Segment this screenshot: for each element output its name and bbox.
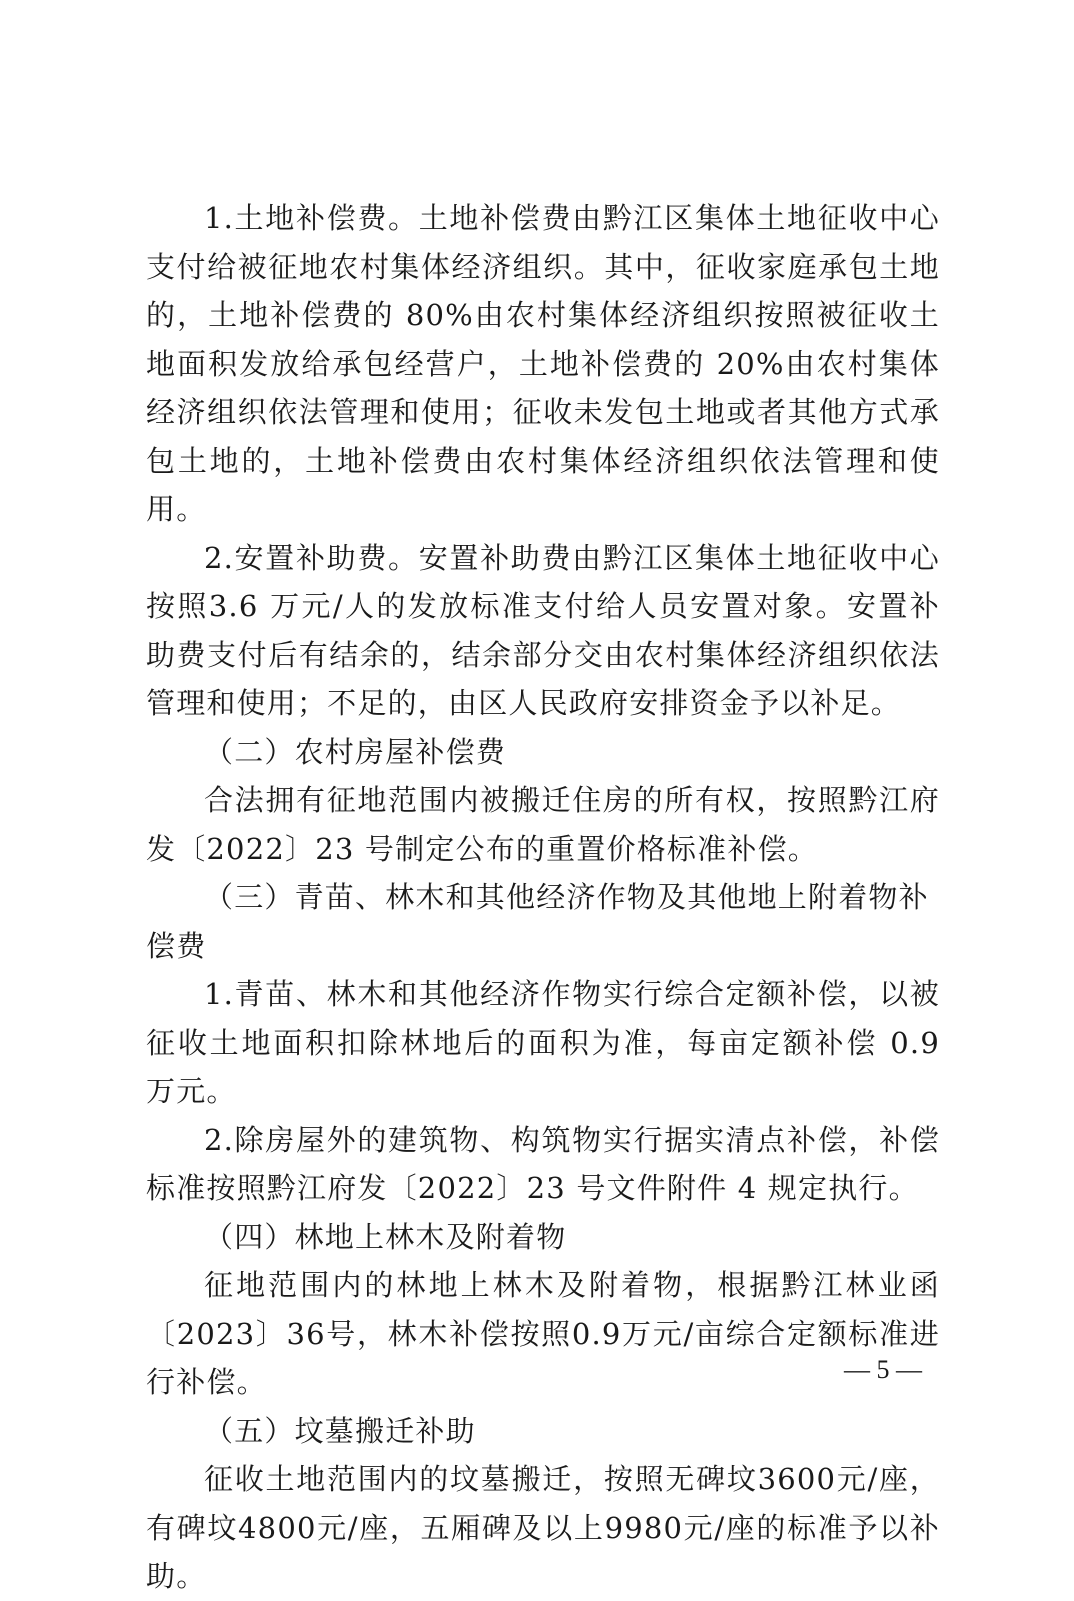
paragraph-forest: 征地范围内的林地上林木及附着物，根据黔江林业函〔2023〕36号，林木补偿按照0.9万元/亩综合定额标准进行补偿。 [146,1268,940,1399]
paragraph-resettlement-subsidy [146,534,940,728]
paragraph-lead: 2.安置补助费。 [204,540,419,575]
section-heading-forest: （四）林地上林木及附着物 [204,1219,567,1254]
paragraph-crops: 1.青苗、林木和其他经济作物实行综合定额补偿，以被征收土地面积扣除林地后的面积为准，每亩定额补偿 0.9 万元。 [146,977,940,1108]
paragraph-land-compensation [146,194,940,534]
section-heading-housing: （二）农村房屋补偿费 [204,734,507,769]
document-body [146,194,940,1601]
paragraph-housing: 合法拥有征地范围内被搬迁住房的所有权，按照黔江府发〔2022〕23 号制定公布的重置价格标准补偿。 [146,783,940,866]
page-number: — 5 — [844,1355,922,1384]
section-heading-graves: （五）坟墓搬迁补助 [204,1413,476,1448]
paragraph-text: 土地补偿费由黔江区集体土地征收中心支付给被征地农村集体经济组织。其中，征收家庭承包土地的，土地补偿费的 80%由农村集体经济组织按照被征收土地面积发放给承包经营户，土地补偿费的 20%由农村集体经济组织依法管理和使用；征收未发包土地或者其他方式承包土地的，土地补偿费由农村集体经济组织依法管理和使用。 [146,201,940,526]
paragraph-lead: 1.土地补偿费。 [204,201,419,235]
paragraph-graves: 征收土地范围内的坟墓搬迁，按照无碑坟3600元/座，有碑坟4800元/座，五厢碑及以上9980元/座的标准予以补助。 [146,1462,940,1593]
paragraph-structures: 2.除房屋外的建筑物、构筑物实行据实清点补偿，补偿标准按照黔江府发〔2022〕23 号文件附件 4 规定执行。 [146,1122,940,1205]
paragraph-text: 安置补助费由黔江区集体土地征收中心按照3.6 万元/人的发放标准支付给人员安置对象。安置补助费支付后有结余的，结余部分交由农村集体经济组织依法管理和使用；不足的，由区人民政府安排资金予以补足。 [146,540,940,720]
section-heading-crops-attachments: （三）青苗、林木和其他经济作物及其他地上附着物补偿费 [146,880,929,963]
